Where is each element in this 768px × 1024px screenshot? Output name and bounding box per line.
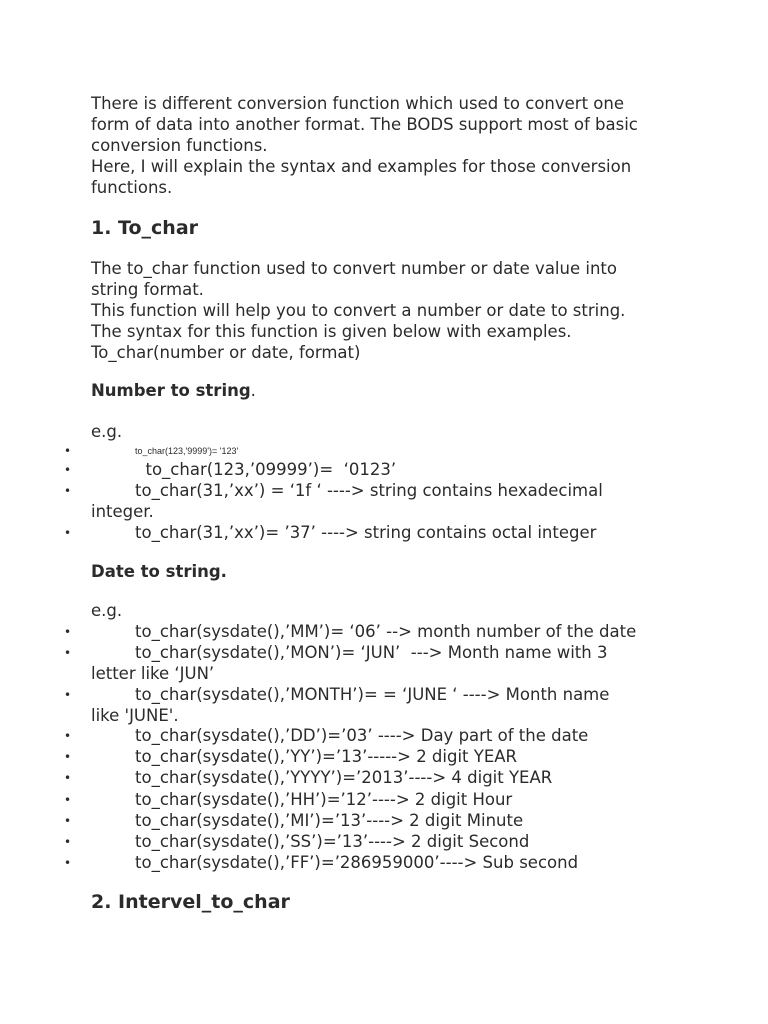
bullet: • [64, 771, 72, 785]
bullet: • [64, 729, 72, 743]
bullet: • [64, 814, 72, 828]
list-item-text: to_char(sysdate(),’MONTH’)= = ‘JUNE ‘ ----> Month name [135, 685, 610, 704]
bullet: • [64, 793, 72, 807]
bullet: • [64, 625, 72, 639]
intro-line: functions. [91, 178, 173, 197]
date-to-string-heading: Date to string. [91, 562, 227, 581]
section-1-heading: 1. To_char [91, 217, 199, 239]
bullet: • [64, 750, 72, 764]
list-item-text: to_char(sysdate(),’MON’)= ‘JUN’ ---> Month name with 3 [135, 643, 608, 662]
intro-line: conversion functions. [91, 136, 268, 155]
list-item-text: to_char(sysdate(),’FF’)=’286959000’----> Sub second [135, 853, 579, 872]
bullet: • [64, 856, 72, 870]
description-line: The to_char function used to convert number or date value into [91, 259, 617, 278]
list-item-text: to_char(sysdate(),’HH’)=’12’----> 2 digit Hour [135, 790, 513, 809]
list-item-text: to_char(sysdate(),’YYYY’)=’2013’----> 4 digit YEAR [135, 768, 553, 787]
bullet: • [64, 463, 72, 477]
list-item-text: to_char(31,’xx’)= ’37’ ----> string contains octal integer [135, 523, 597, 542]
list-item-continuation: letter like ‘JUN’ [91, 664, 215, 683]
bullet: • [64, 484, 72, 498]
intro-line: Here, I will explain the syntax and examples for those conversion [91, 157, 632, 176]
intro-line: There is different conversion function which used to convert one [91, 94, 624, 113]
bullet: • [64, 646, 72, 660]
description-line: This function will help you to convert a number or date to string. [91, 301, 626, 320]
list-item-continuation: integer. [91, 502, 154, 521]
list-item-text: to_char(123,’09999’)= ‘0123’ [135, 460, 397, 479]
number-to-string-suffix: . [250, 381, 256, 400]
bullet: • [64, 526, 72, 540]
eg-label: e.g. [91, 601, 123, 620]
bullet: • [64, 688, 72, 702]
bullet: • [64, 444, 72, 458]
list-item-text: to_char(sysdate(),’MM’)= ‘06’ --> month number of the date [135, 622, 637, 641]
bullet: • [64, 835, 72, 849]
section-2-heading: 2. Intervel_to_char [91, 891, 290, 913]
description-line: The syntax for this function is given below with examples. [91, 322, 572, 341]
list-item-text: to_char(sysdate(),’YY’)=’13’-----> 2 digit YEAR [135, 747, 518, 766]
list-item-text: to_char(31,’xx’) = ‘1f ‘ ----> string contains hexadecimal [135, 481, 603, 500]
list-item-text: to_char(123,'9999')= '123' [135, 446, 239, 456]
list-item-text: to_char(sysdate(),’SS’)=’13’----> 2 digit Second [135, 832, 530, 851]
list-item-continuation: like 'JUNE'. [91, 706, 179, 725]
syntax-line: To_char(number or date, format) [91, 343, 361, 362]
intro-line: form of data into another format. The BODS support most of basic [91, 115, 638, 134]
list-item-text: to_char(sysdate(),’MI’)=’13’----> 2 digit Minute [135, 811, 524, 830]
list-item-text: to_char(sysdate(),’DD’)=’03’ ----> Day part of the date [135, 726, 589, 745]
number-to-string-title: Number to string [91, 381, 251, 400]
number-to-string-heading [91, 380, 256, 401]
eg-label: e.g. [91, 422, 123, 441]
description-line: string format. [91, 280, 204, 299]
